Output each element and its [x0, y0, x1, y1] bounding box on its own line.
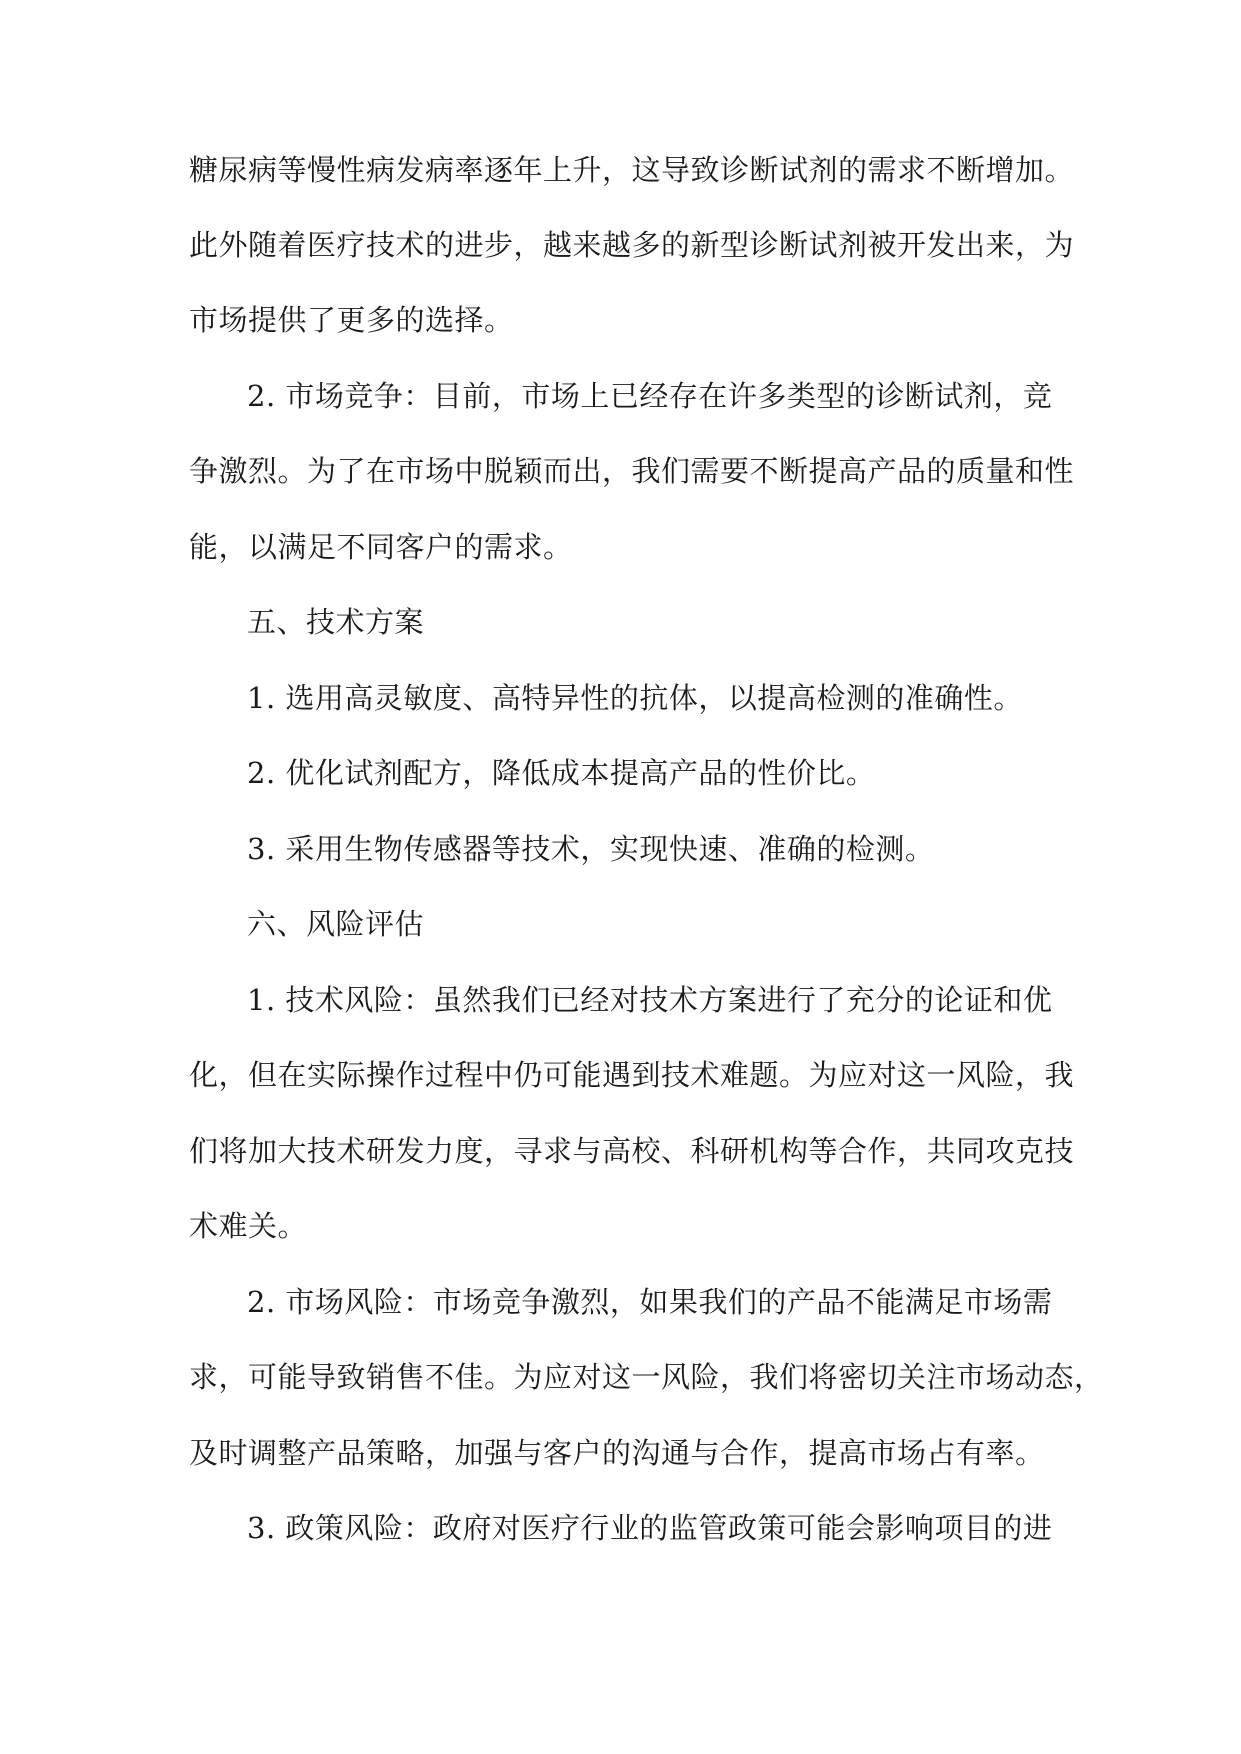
list-item: 3. 采用生物传感器等技术，实现快速、准确的检测。: [247, 832, 935, 866]
paragraph-line: 化，但在实际操作过程中仍可能遇到技术难题。为应对这一风险，我: [189, 1058, 1075, 1092]
paragraph-line: 求，可能导致销售不佳。为应对这一风险，我们将密切关注市场动态，: [189, 1360, 1104, 1394]
list-item-technical-risk: 1. 技术风险：虽然我们已经对技术方案进行了充分的论证和优: [247, 983, 1053, 1017]
paragraph-line: 争激烈。为了在市场中脱颖而出，我们需要不断提高产品的质量和性: [189, 454, 1075, 488]
list-item-policy-risk: 3. 政策风险：政府对医疗行业的监管政策可能会影响项目的进: [247, 1511, 1053, 1545]
section-heading-technical-plan: 五、技术方案: [247, 605, 425, 639]
paragraph-line: 能，以满足不同客户的需求。: [189, 530, 573, 564]
paragraph-line: 此外随着医疗技术的进步，越来越多的新型诊断试剂被开发出来，为: [189, 228, 1075, 262]
paragraph-line: 术难关。: [189, 1209, 308, 1243]
list-item: 1. 选用高灵敏度、高特异性的抗体，以提高检测的准确性。: [247, 681, 1023, 715]
paragraph-line: 市场提供了更多的选择。: [189, 303, 514, 337]
paragraph-line: 及时调整产品策略，加强与客户的沟通与合作，提高市场占有率。: [189, 1436, 1045, 1470]
paragraph-line: 们将加大技术研发力度，寻求与高校、科研机构等合作，共同攻克技: [189, 1134, 1075, 1168]
list-item-market-competition: 2. 市场竞争：目前，市场上已经存在许多类型的诊断试剂，竞: [247, 379, 1053, 413]
section-heading-risk-assessment: 六、风险评估: [247, 907, 425, 941]
list-item-market-risk: 2. 市场风险：市场竞争激烈，如果我们的产品不能满足市场需: [247, 1285, 1053, 1319]
list-item: 2. 优化试剂配方，降低成本提高产品的性价比。: [247, 756, 876, 790]
paragraph-line: 糖尿病等慢性病发病率逐年上升，这导致诊断试剂的需求不断增加。: [189, 153, 1075, 187]
